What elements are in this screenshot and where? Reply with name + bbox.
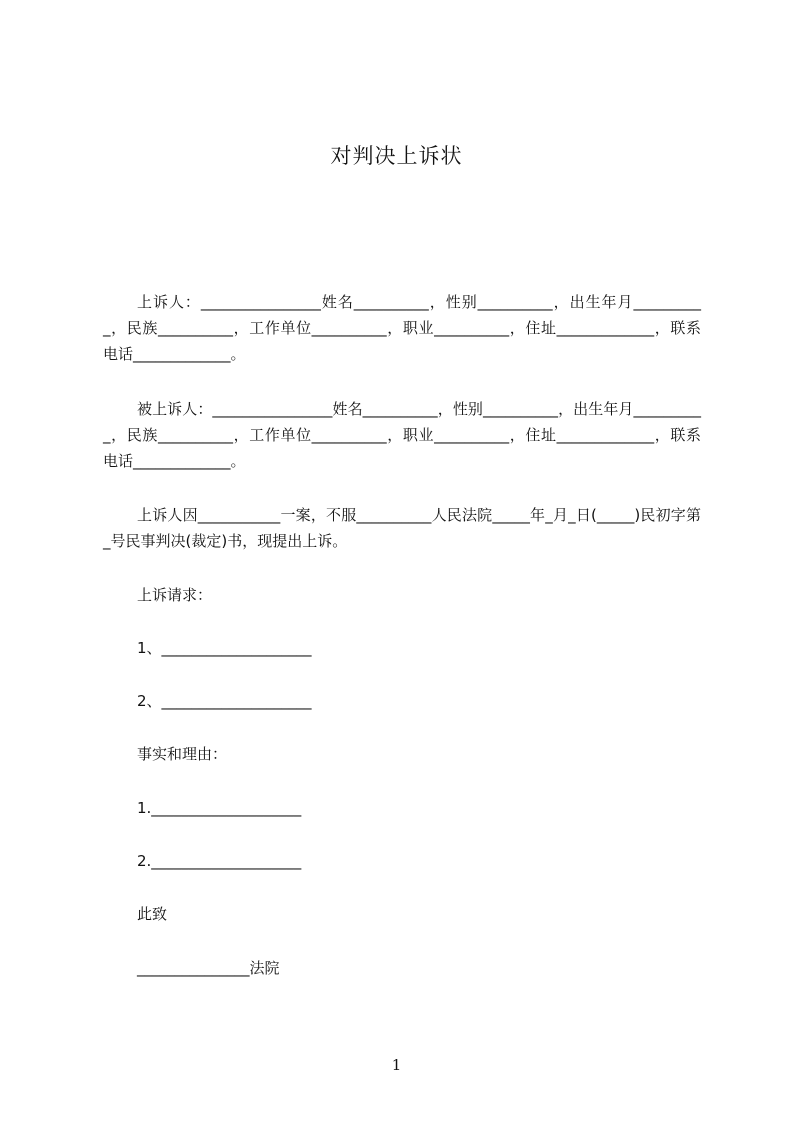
closing-salutation: 此致 bbox=[137, 905, 168, 923]
claim-item-1: 1、____________________ bbox=[137, 639, 312, 657]
appeal-paragraph: 上诉人因___________一案，不服__________人民法院_____年_月_日(_____)民初字第_号民事判决(裁定)书，现提出上诉。 bbox=[103, 506, 701, 550]
claim-item-2: 2、____________________ bbox=[137, 692, 312, 710]
fact-item-2: 2.____________________ bbox=[137, 852, 302, 870]
appellant-paragraph: 上诉人：________________姓名__________，性别__________，出生年月__________，民族__________，工作单位__________，职业__________，住址_____________，联系电话_____________。 bbox=[103, 293, 701, 363]
fact-item-1: 1.____________________ bbox=[137, 799, 302, 817]
appellee-paragraph: 被上诉人：________________姓名__________，性别__________，出生年月__________，民族__________，工作单位__________，职业__________，住址_____________，联系电话_____________。 bbox=[103, 400, 701, 470]
claims-heading: 上诉请求： bbox=[137, 586, 213, 604]
page-number: 1 bbox=[391, 1056, 402, 1074]
court-line: _______________法院 bbox=[137, 959, 280, 977]
document-title: 对判决上诉状 bbox=[330, 144, 463, 168]
facts-heading: 事实和理由： bbox=[137, 745, 228, 763]
